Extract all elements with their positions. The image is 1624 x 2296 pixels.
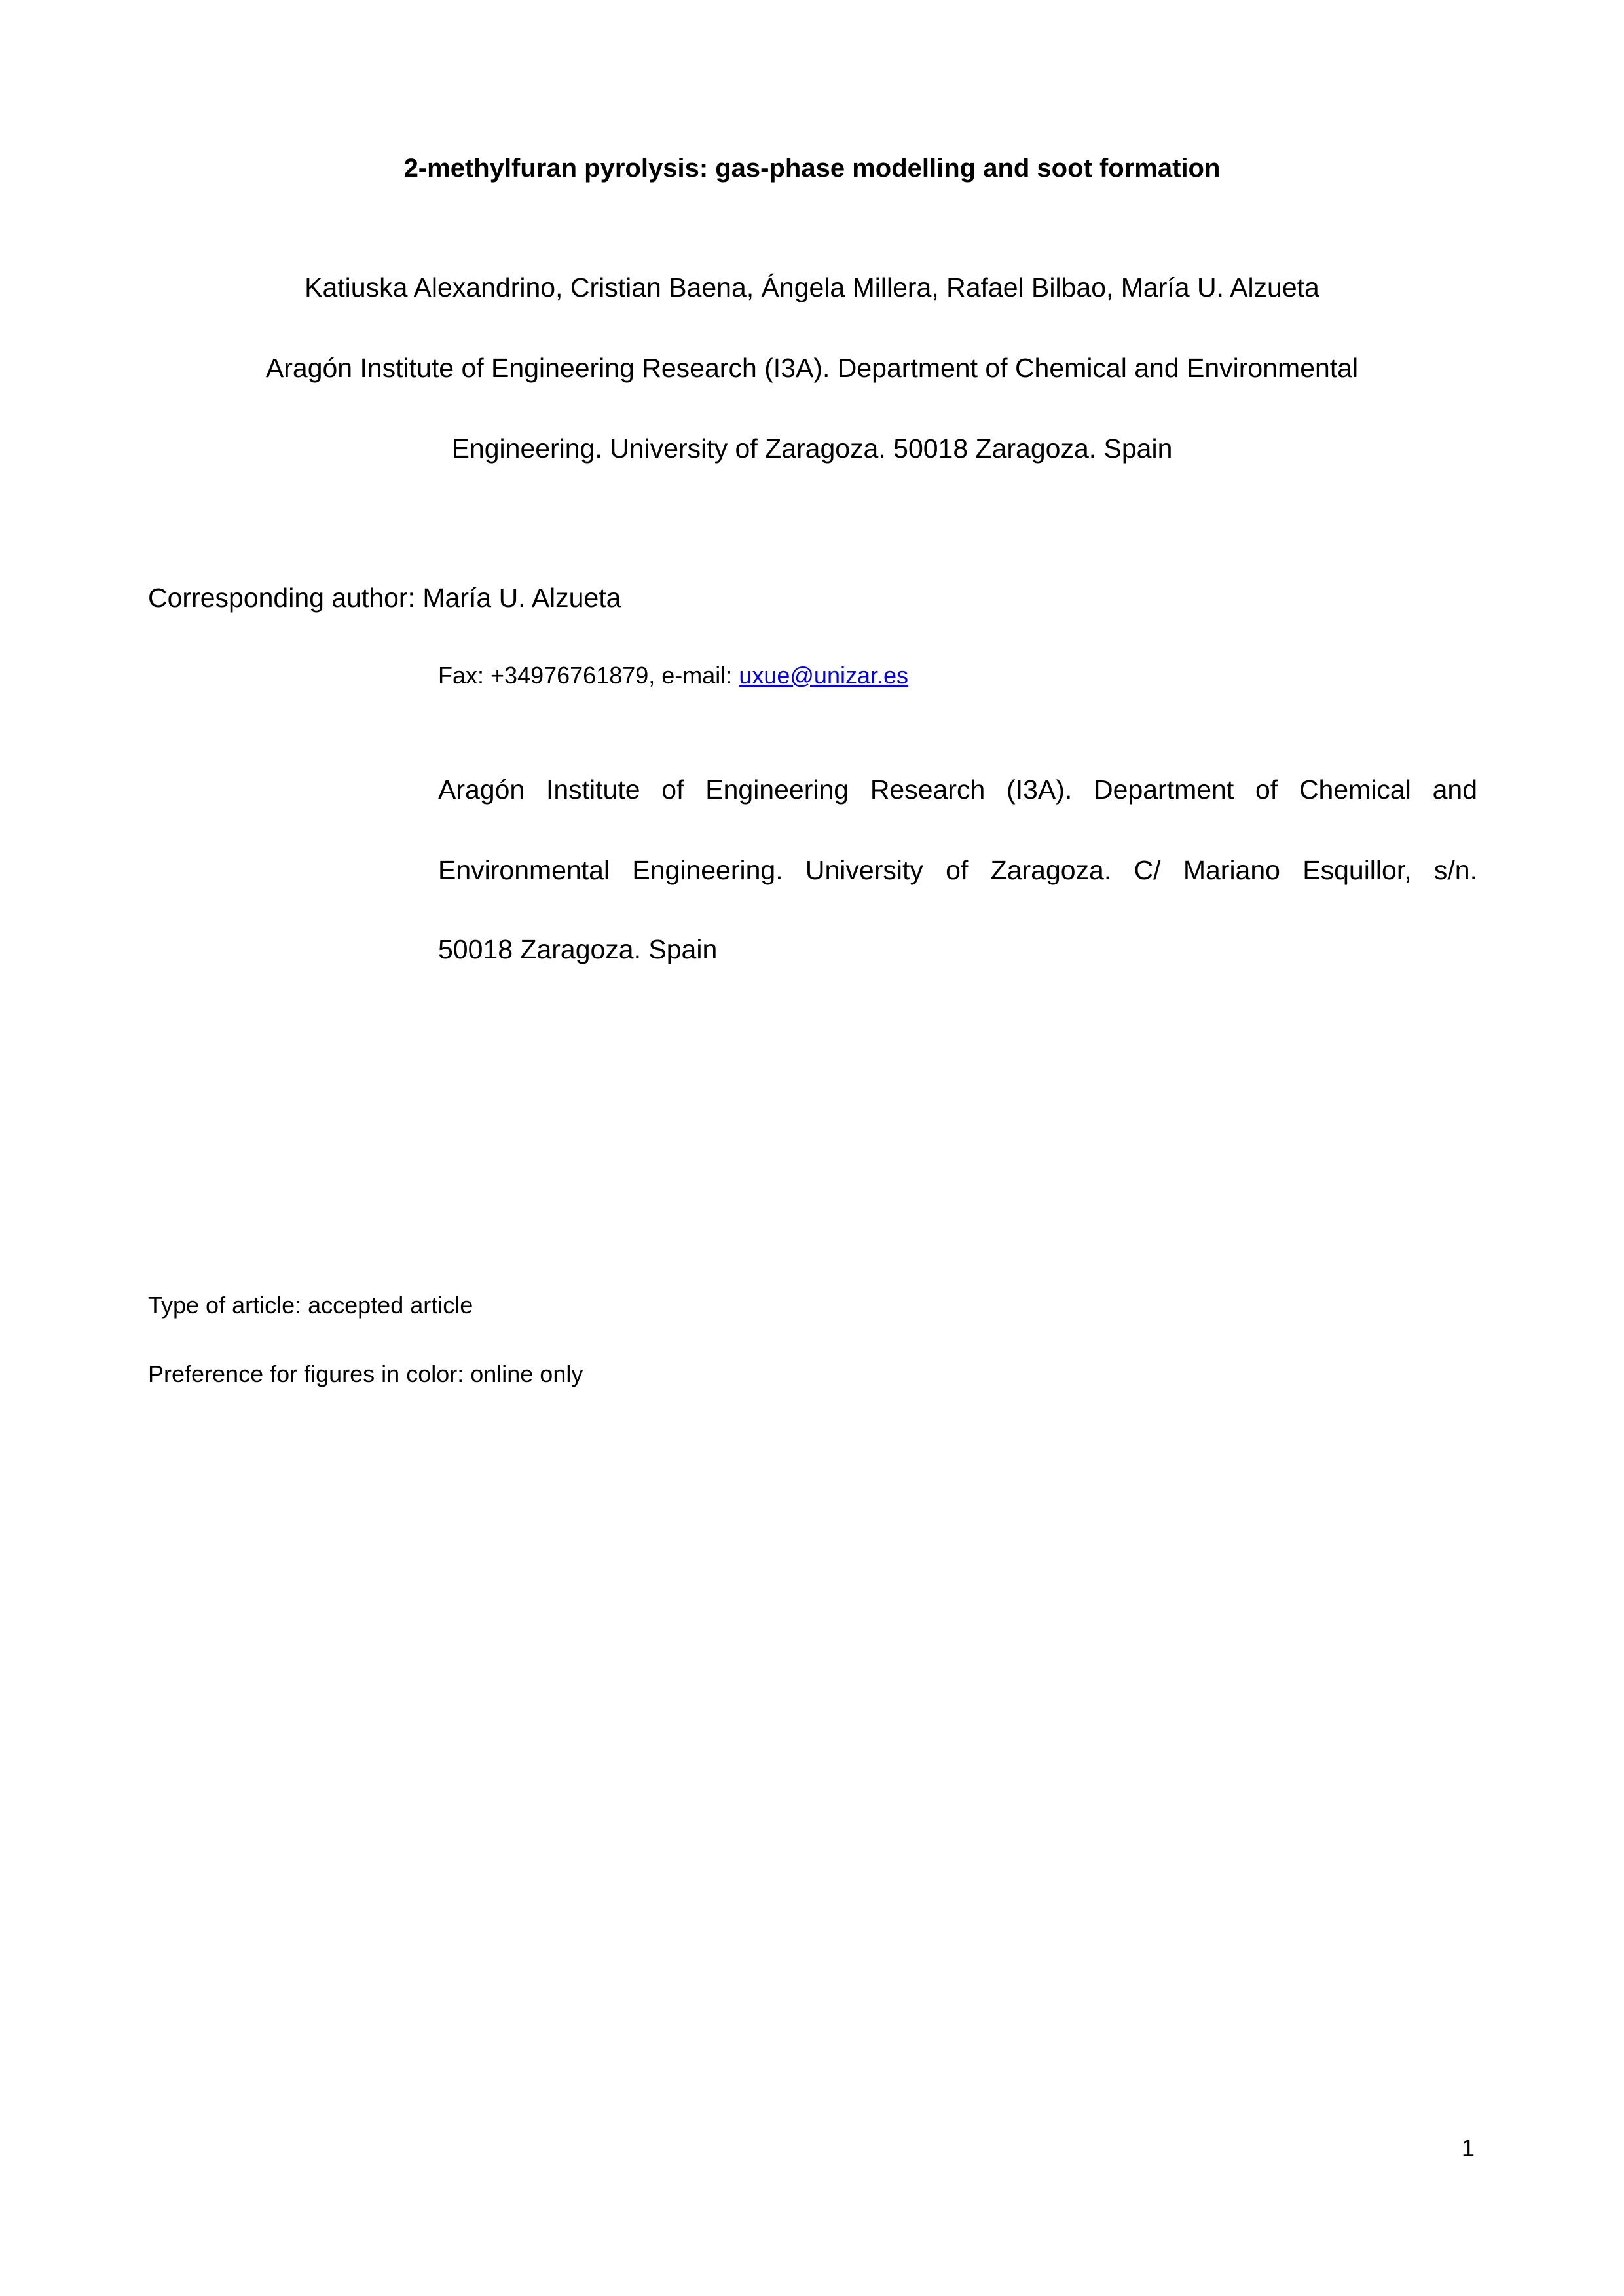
address-line-2: Environmental Engineering. University of Zaragoza. C/ Mariano Esquillor, s/n.	[438, 855, 1477, 885]
address-line-1: Aragón Institute of Engineering Research (I3A). Department of Chemical and	[438, 774, 1477, 805]
corresponding-author: Corresponding author: María U. Alzueta	[148, 583, 621, 613]
paper-title: 2-methylfuran pyrolysis: gas-phase modelling and soot formation	[403, 154, 1221, 183]
fax-text: Fax: +34976761879, e-mail:	[438, 662, 739, 689]
fax-email-line	[438, 656, 908, 695]
article-type: Type of article: accepted article	[148, 1292, 473, 1319]
address-line-3: 50018 Zaragoza. Spain	[438, 934, 718, 964]
affiliation-line-2: Engineering. University of Zaragoza. 50018 Zaragoza. Spain	[451, 433, 1173, 464]
affiliation-line-1: Aragón Institute of Engineering Research (I3A). Department of Chemical and Environmental	[265, 353, 1359, 383]
color-preference: Preference for figures in color: online only	[148, 1360, 583, 1387]
page-number: 1	[1462, 2134, 1475, 2161]
author-list: Katiuska Alexandrino, Cristian Baena, Ángela Millera, Rafael Bilbao, María U. Alzueta	[304, 272, 1320, 302]
email-link[interactable]: uxue@unizar.es	[739, 662, 909, 689]
